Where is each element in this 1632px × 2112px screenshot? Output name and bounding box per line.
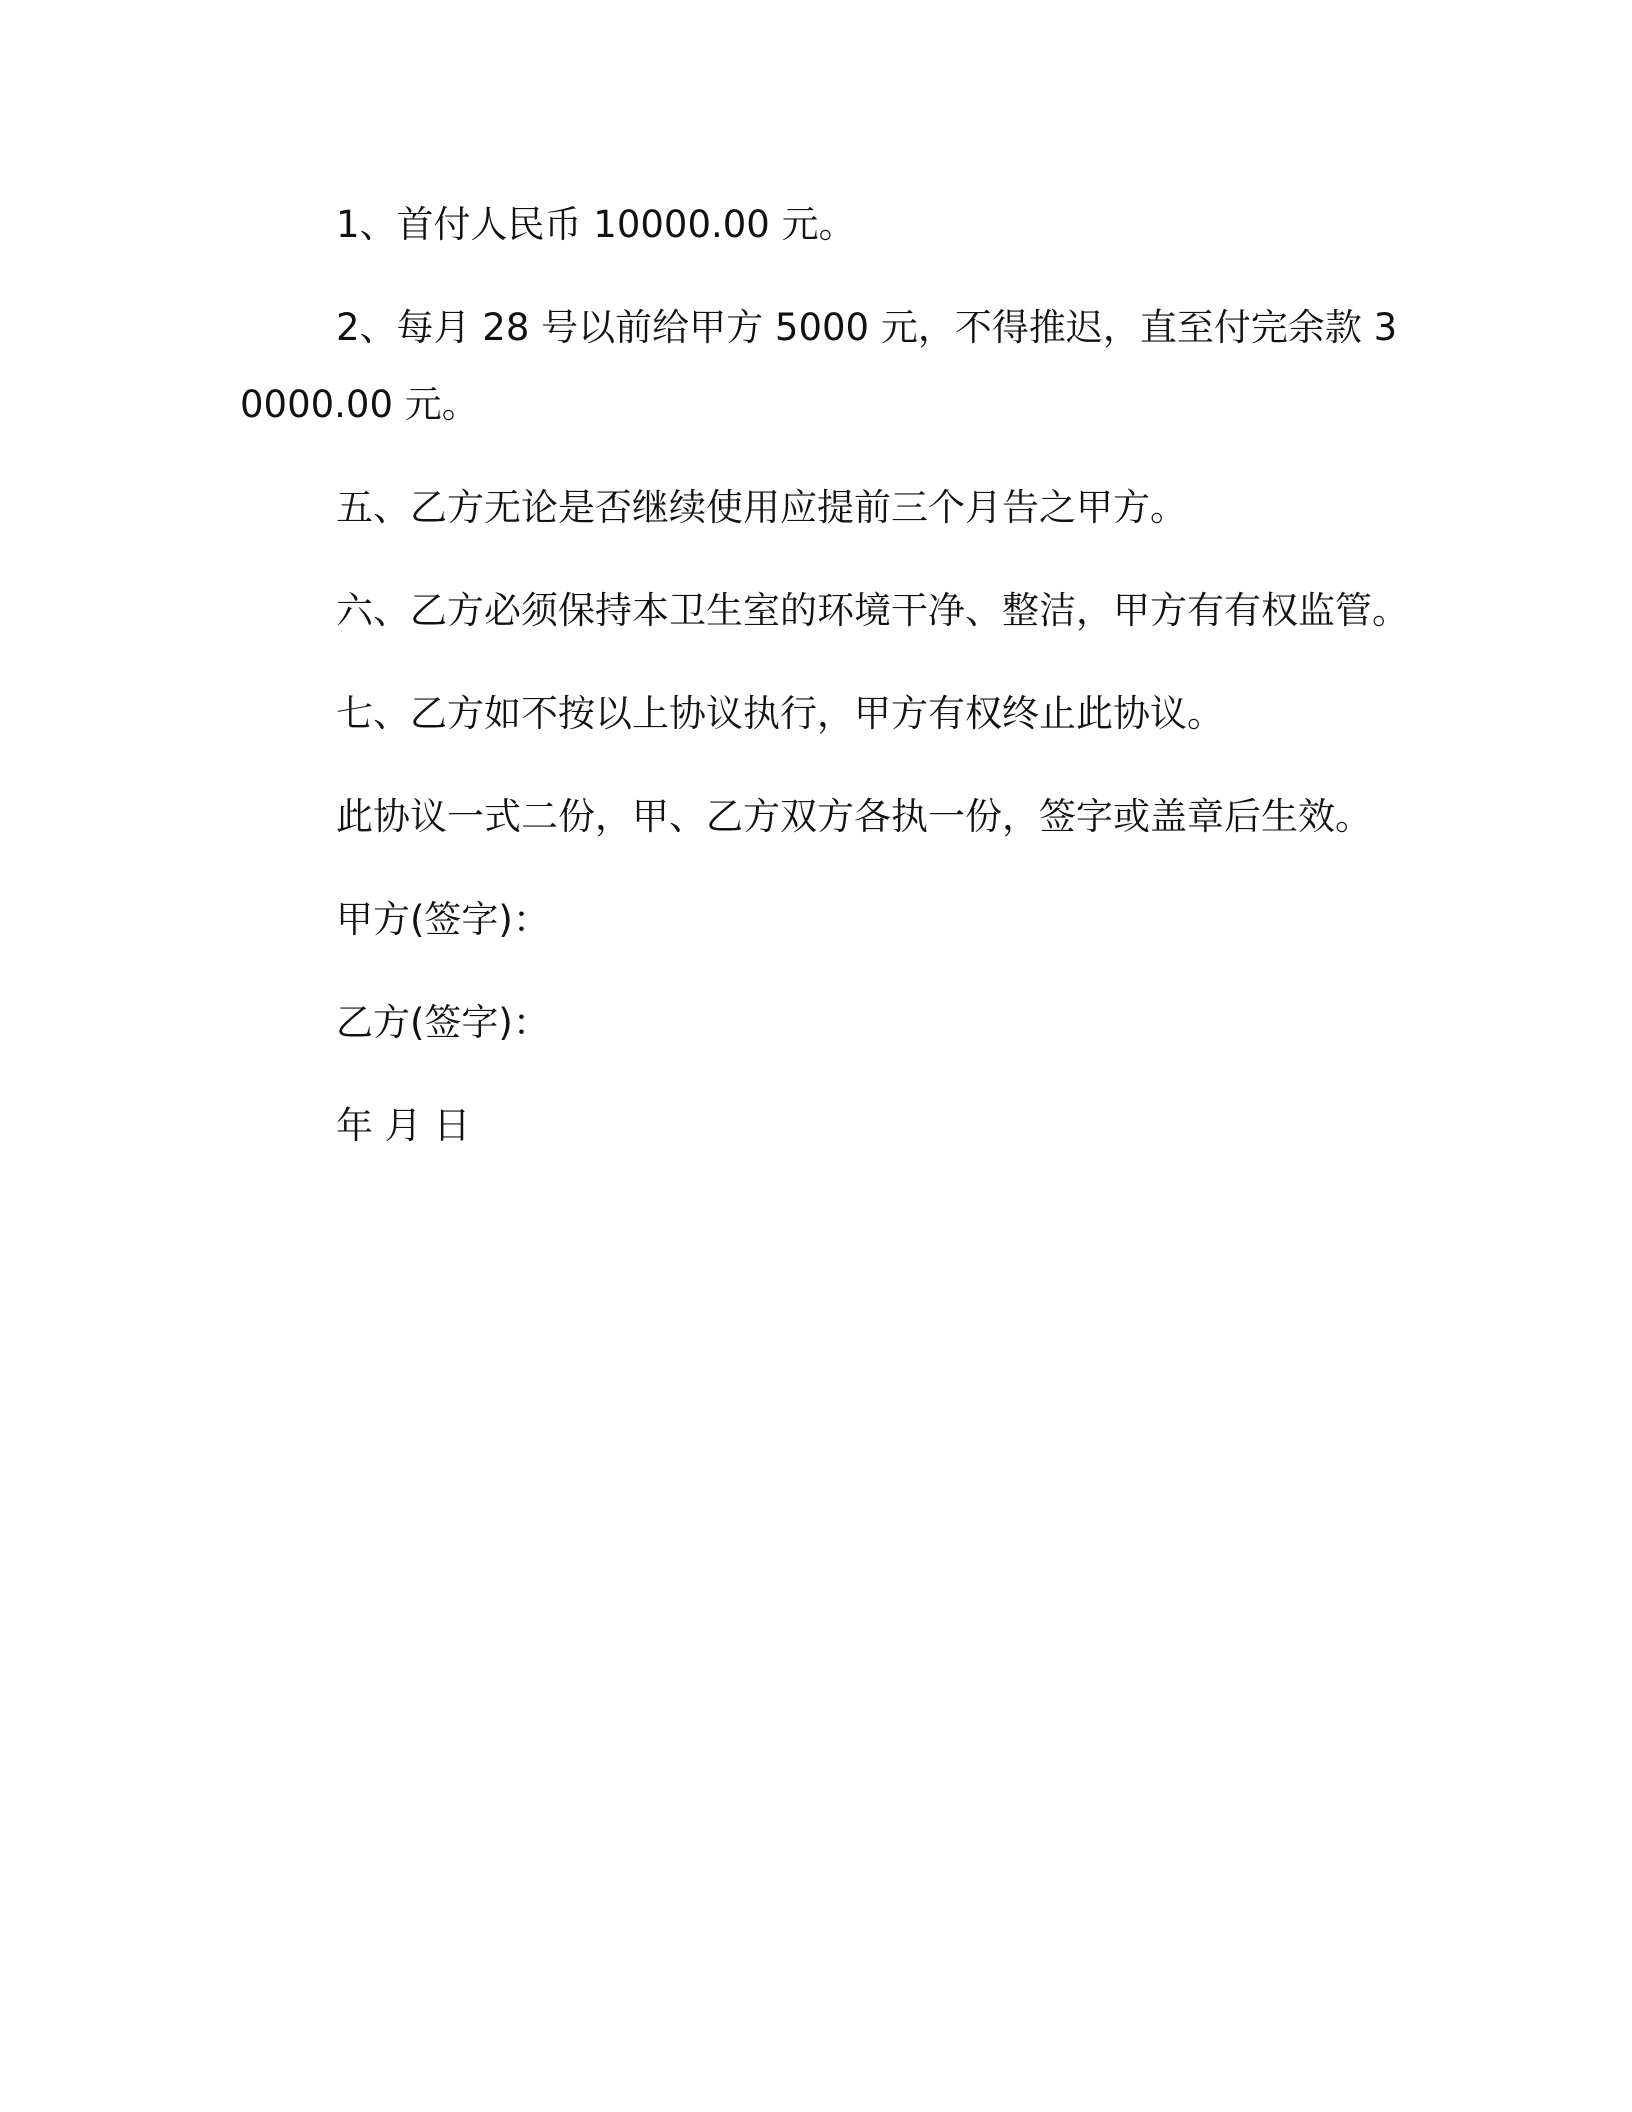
document-body xyxy=(240,186,1410,1164)
paragraph-agreement-copies: 此协议一式二份，甲、乙方双方各执一份，签字或盖章后生效。 xyxy=(336,795,1372,838)
party-a-signature-line: 甲方(签字)： xyxy=(336,898,550,941)
paragraph-clause-seven: 七、乙方如不按以上协议执行，甲方有权终止此协议。 xyxy=(336,692,1224,735)
date-line: 年 月 日 xyxy=(336,1104,471,1147)
paragraph-first-payment: 1、首付人民币 10000.00 元。 xyxy=(336,203,856,246)
paragraph-clause-six: 六、乙方必须保持本卫生室的环境干净、整洁，甲方有有权监管。 xyxy=(336,589,1409,632)
paragraph-monthly-payment: 2、每月 28 号以前给甲方 5000 元，不得推迟，直至付完余款 30000.00 元。 xyxy=(240,306,1398,426)
party-b-signature-line: 乙方(签字)： xyxy=(336,1001,550,1044)
paragraph-clause-five: 五、乙方无论是否继续使用应提前三个月告之甲方。 xyxy=(336,486,1187,529)
